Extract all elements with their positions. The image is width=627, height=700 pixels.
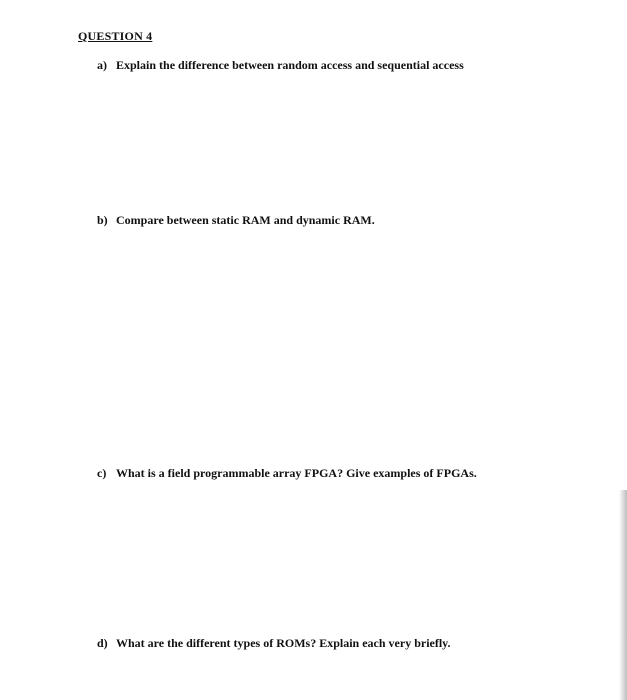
question-letter: b) [97, 213, 108, 227]
question-b [97, 213, 375, 228]
question-heading: QUESTION 4 [78, 29, 153, 43]
question-text: What are the different types of ROMs? Explain each very briefly. [116, 636, 451, 650]
question-text: Explain the difference between random access and sequential access [116, 58, 464, 72]
question-letter: d) [97, 636, 108, 650]
question-d [97, 636, 451, 651]
question-c [97, 466, 477, 481]
page-edge-shadow [619, 490, 627, 700]
question-text: What is a field programmable array FPGA? Give examples of FPGAs. [116, 466, 477, 480]
question-letter: a) [97, 58, 107, 72]
question-text: Compare between static RAM and dynamic RAM. [116, 213, 375, 227]
question-letter: c) [97, 466, 107, 480]
question-a [97, 58, 464, 73]
